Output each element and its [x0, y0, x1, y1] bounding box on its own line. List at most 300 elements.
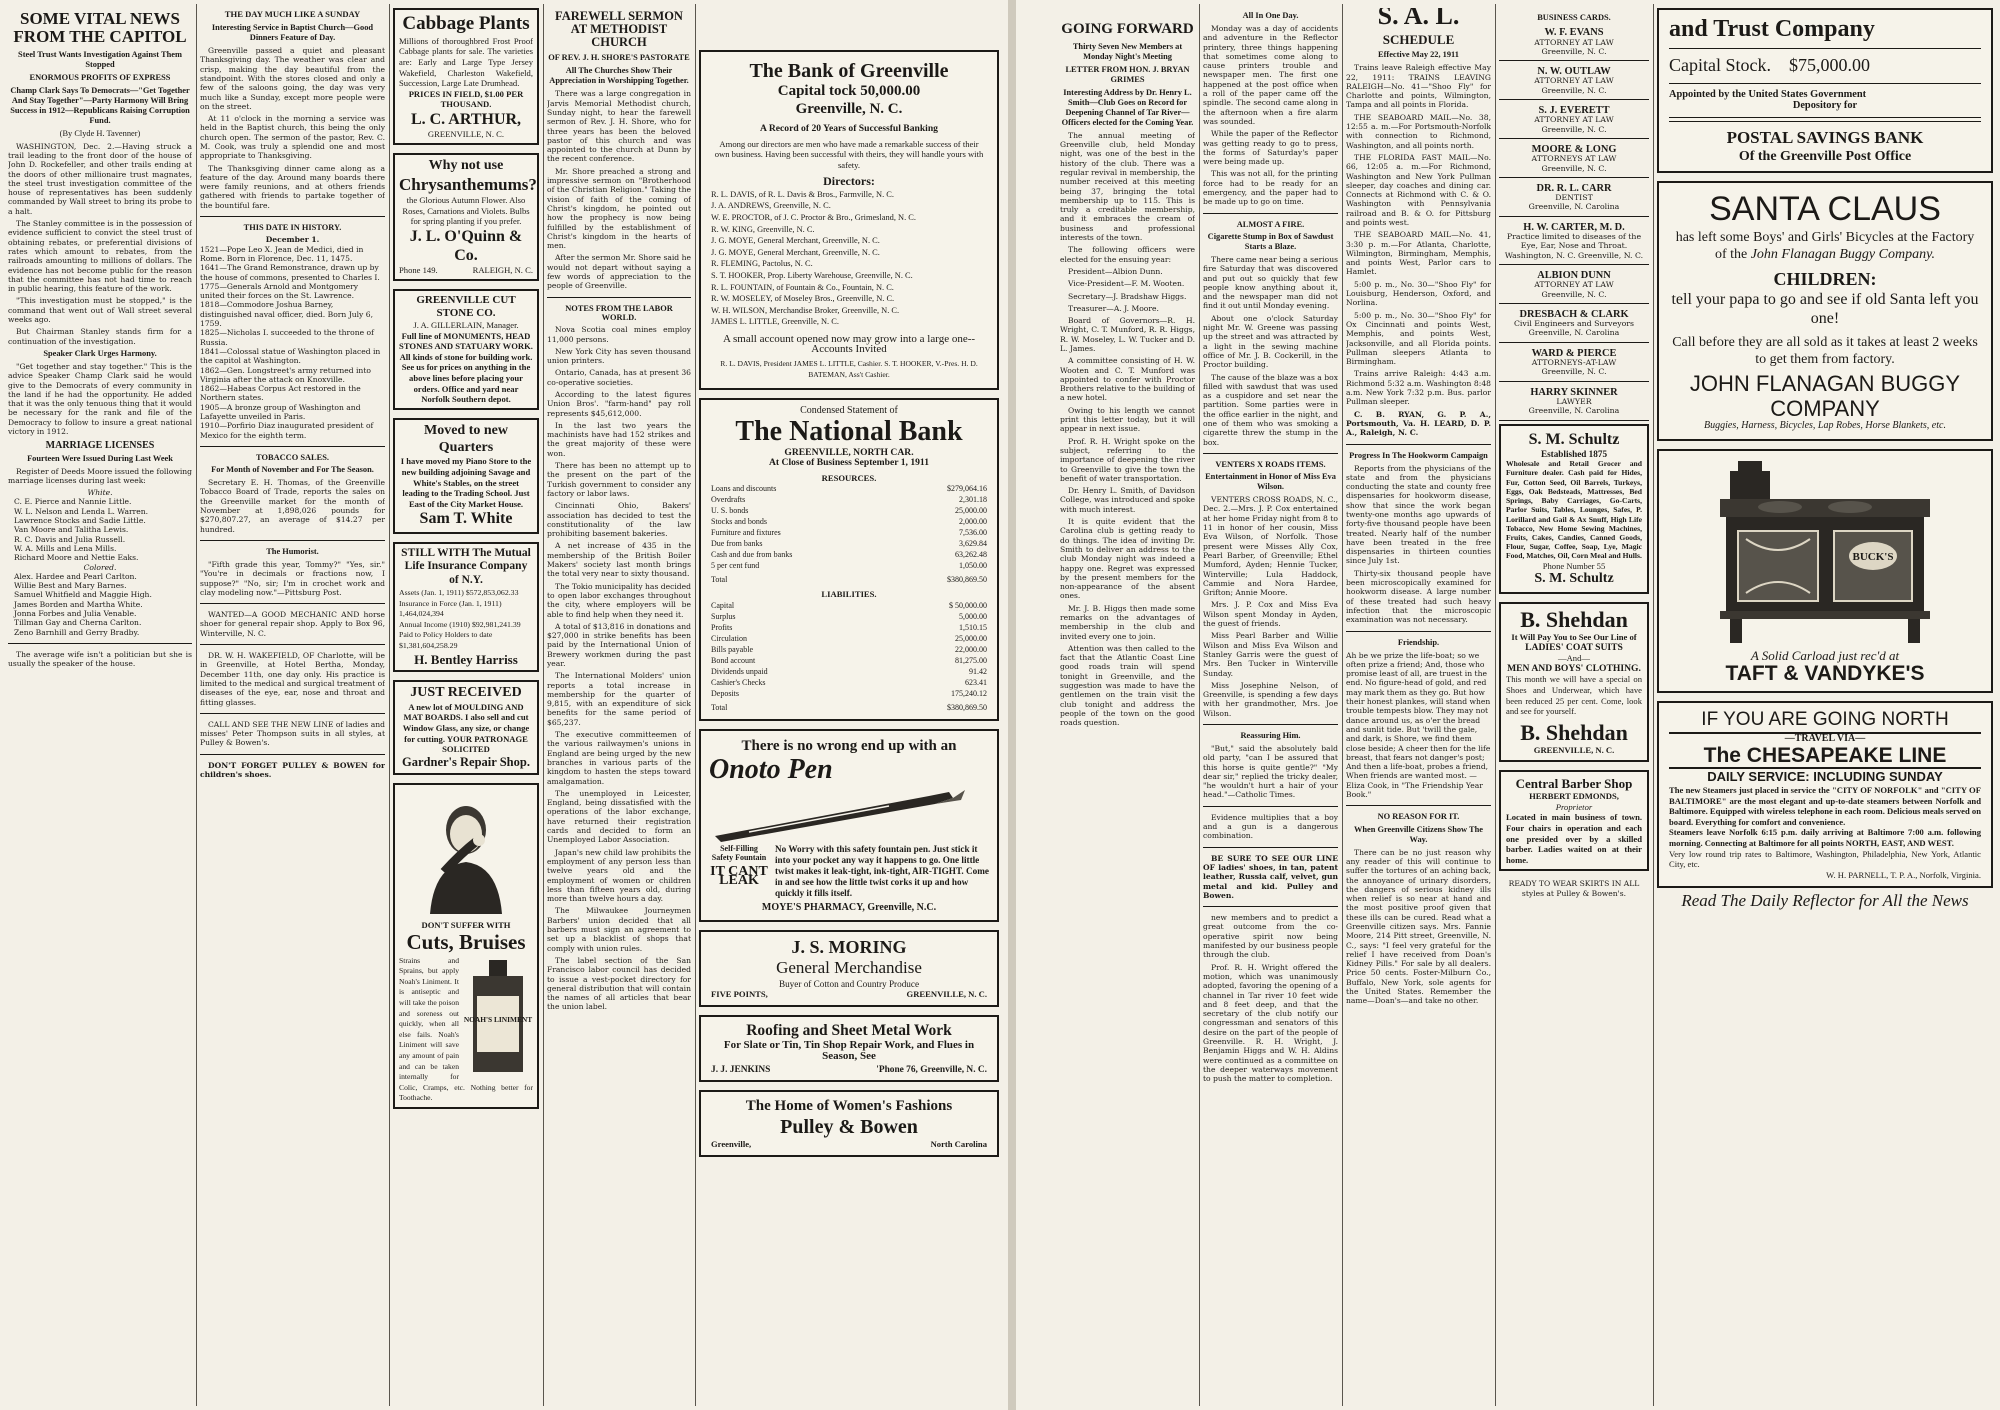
- labor-note: A net increase of 435 in the membership of the British Boiler Makers' society last month brings the total very near to sixty thousand.: [547, 541, 691, 579]
- list-item: Van Moore and Talitha Lewis.: [14, 525, 129, 535]
- row-value: 22,000.00: [955, 645, 987, 655]
- schedule-title: S. A. L.: [1377, 8, 1460, 30]
- ad-phone: Phone 149.: [399, 265, 438, 276]
- row-value: 91.42: [969, 667, 987, 677]
- labor-note: A total of $13,816 in donations and $27,000 in strike benefits has been paid by the International Union of Brewery workmen during the past year.: [547, 621, 691, 668]
- ad-footer: [711, 1065, 987, 1076]
- column-rule: [389, 4, 390, 1406]
- ad-name: Gardner's Repair Shop.: [402, 754, 530, 769]
- card-name: ALBION DUNN: [1537, 269, 1611, 281]
- card-place: Greenville, N. C.: [1541, 163, 1607, 173]
- ad-capital-value: $75,000.00: [1789, 55, 1870, 76]
- stove-brand: BUCK'S: [1852, 551, 1894, 564]
- card-title: ATTORNEY AT LAW: [1534, 280, 1614, 290]
- ad-children-body: tell your papa to go and see if old Santa left you one!: [1671, 291, 1979, 328]
- deck-cigarette: Cigarette Stump in Box of Sawdust Starts a Blaze.: [1207, 231, 1334, 251]
- card-title: ATTORNEYS-AT-LAW: [1531, 358, 1617, 368]
- labor-note: In the last two years the machinists have had 152 strikes and the great majority of these were won.: [547, 420, 691, 458]
- statement-row: [711, 688, 987, 699]
- ad-capital: Capital tock 50,000.00: [777, 83, 921, 99]
- ad-title: GREENVILLE CUT STONE CO.: [416, 293, 516, 319]
- ad-place: GREENVILLE, N. C.: [427, 129, 505, 140]
- deck-express-profits: ENORMOUS PROFITS OF EXPRESS: [29, 72, 171, 82]
- ad-figure: Paid to Policy Holders to date $1,381,604,258.29: [399, 630, 493, 650]
- schedule-entry: 5:00 p. m., No. 30—"Shoo Fly" for Ox Cincinnati and points West, Memphis, and points West, Jacksonville, and all Florida points. Pullman sleepers Atlanta to Birmingham.: [1346, 310, 1491, 367]
- row-value: 63,262.48: [955, 550, 987, 560]
- history-date: December 1.: [265, 235, 320, 245]
- statement-row: [711, 633, 987, 644]
- deck-tobacco: For Month of November and For The Season.: [211, 465, 374, 475]
- director-item: R. L. DAVIS, of R. L. Davis & Bros., Farmville, N. C.: [711, 189, 894, 199]
- divider: [8, 643, 192, 644]
- ad-title: IF YOU ARE GOING NORTH: [1669, 709, 1981, 734]
- card-place: Greenville, N. Carolina: [1528, 202, 1620, 212]
- resources-heading: RESOURCES.: [821, 472, 877, 483]
- ad-signature: S. M. Schultz: [1534, 571, 1614, 587]
- director-item: R. FLEMING, Pactolus, N. C.: [711, 259, 813, 269]
- ad-name: S. M. Schultz: [1528, 430, 1620, 448]
- article-paragraph: The Thanksgiving dinner came along as a feature of the day. Around many boards there were family reunions, and at others friends gathered with friends to partake together of the bountiful fare.: [200, 163, 385, 210]
- column-farewell-sermon: [547, 8, 691, 1404]
- business-card: [1499, 307, 1649, 343]
- ad-name: J. L. O'Quinn & Co.: [409, 227, 523, 264]
- divider: [200, 446, 385, 447]
- ad-postal-sub: Of the Greenville Post Office: [1738, 148, 1912, 164]
- article-paragraph: "This investigation must be stopped," is the command that went out of Wall street several weeks ago.: [8, 296, 192, 325]
- headline-hookworm: Progress In The Hookworm Campaign: [1349, 450, 1488, 460]
- card-title: ATTORNEY AT LAW: [1534, 76, 1614, 86]
- ad-body: Among our directors are men who have made a remarkable success of their own business. Having been successful with theirs, they will handle yours with safety.: [714, 138, 984, 170]
- ad-body: I have moved my Piano Store to the new building adjoining Savage and White's Stables, on the street leading to the Trading School. Just East of the City Market House.: [400, 456, 532, 509]
- ad-barber-shop: [1499, 770, 1649, 872]
- statement-pre: Condensed Statement of: [800, 405, 898, 417]
- row-value: 7,536.00: [959, 528, 987, 538]
- list-colored-licenses: [8, 572, 192, 637]
- article-paragraph: Reports from the physicians of the state and from the physicians conducting the state and county free dispensaries for hookworm disease, show that since the work began twenty-one months ago upwards of forty-five thousand people have been treated. Nearly half of the number have been treated in the free dispensaries in thirteen counties since July 1st.: [1346, 463, 1491, 566]
- labor-note: New York City has seven thousand union printers.: [547, 346, 691, 366]
- labor-note: The Tokio municipality has decided to open labor exchanges throughout the city, where employers will be able to find help when they need it.: [547, 581, 691, 619]
- card-place: Washington, N. C. Greenville, N. C.: [1504, 250, 1644, 260]
- history-item: 1818—Commodore Joshua Barney, distinguished naval officer, died. Born July 6, 1759.: [200, 300, 374, 329]
- ad-place: North Carolina: [930, 1139, 987, 1150]
- column-thanksgiving: [200, 8, 385, 1404]
- deck-champ-clark: Champ Clark Says To Democrats—"Get Together And Stay Together"—Party Harmony Will Bring Success in 1912—Republicans Raising Corruption Fund.: [10, 85, 190, 125]
- labor-note: The executive committeemen of the various railwaymen's unions in England are being urged by the new branches in various parts of the kingdom to hasten the steps toward amalgamation.: [547, 730, 691, 786]
- ad-name: J. S. MORING: [791, 936, 907, 957]
- total-label: Total: [711, 575, 728, 585]
- ad-top-line: There is no wrong end up with an: [741, 738, 957, 755]
- statement-row: [711, 644, 987, 655]
- article-paragraph: Mr. J. B. Higgs then made some remarks on the advantages of membership in the club and invited every one to join.: [1060, 603, 1195, 641]
- ad-title: STILL WITH The Mutual Life Insurance Company of N.Y.: [401, 546, 531, 587]
- liabilities-total-row: [711, 702, 987, 713]
- subhead-clark-harmony: Speaker Clark Urges Harmony.: [43, 348, 157, 358]
- list-item: Richard Moore and Nettie Eaks.: [14, 553, 139, 563]
- labor-note: Cincinnati Ohio, Bakers' association has decided to test the constitutionality of the law prohibiting basement bakeries.: [547, 501, 691, 539]
- director-item: W. H. WILSON, Merchandise Broker, Greenville, N. C.: [711, 305, 900, 315]
- ad-body: Strains and Sprains, but apply Noah's Liniment. It is antiseptic and will take the poison and soreness out quickly, when all else fails. Noah's Liniment will save any amount of pain and can be taken internally for Colic, Cramps, etc. Nothing better for Toothache.: [399, 955, 533, 1103]
- row-label: Cash and due from banks: [711, 550, 793, 560]
- statement-row: [711, 600, 987, 611]
- row-label: Overdrafts: [711, 495, 746, 505]
- column-rule: [1653, 4, 1654, 1406]
- ad-prices: PRICES IN FIELD, $1.00 PER THOUSAND.: [408, 88, 524, 110]
- labor-note: Nova Scotia coal mines employ 11,000 persons.: [547, 325, 691, 344]
- card-name: HARRY SKINNER: [1530, 386, 1618, 398]
- column-bank-ads: [699, 8, 999, 1404]
- ad-title: The National Bank: [735, 415, 963, 447]
- article-paragraph: It is quite evident that the Carolina club is getting ready to do things. The idea of inviting Dr. Smith to deliver an address to the club Monday night was indeed a happy one. Regret was expressed by the present members for the non-appearance of the absent ones.: [1060, 517, 1195, 601]
- statement-row: [711, 494, 987, 505]
- card-name: S. J. EVERETT: [1538, 105, 1610, 117]
- ad-bank-of-greenville: [699, 50, 999, 390]
- schedule-entry: THE SEABOARD MAIL—No. 38, 12:55 a. m.—For Portsmouth-Norfolk with connection to Richmond, Washington, and all points north.: [1346, 112, 1491, 150]
- statement-row: [711, 655, 987, 666]
- ad-manager: J. A. GILLERLAIN, Manager.: [413, 320, 519, 331]
- divider: [1203, 724, 1338, 725]
- article-paragraph: Register of Deeds Moore issued the following marriage licenses during last week:: [8, 466, 192, 485]
- divider: [1669, 48, 1981, 49]
- article-paragraph: Board of Governors—R. H. Wright, C. T. Munford, R. R. Higgs, R. W. Moseley, L. W. Tucker and D. L. James.: [1060, 316, 1195, 353]
- director-item: J. A. ANDREWS, Greenville, N. C.: [711, 201, 831, 211]
- ad-place: RALEIGH, N. C.: [472, 265, 533, 276]
- row-label: Profits: [711, 623, 733, 633]
- ad-brand: Onoto Pen: [709, 754, 833, 786]
- ad-mutual-life: [393, 542, 539, 673]
- officer-line: Vice-President—F. M. Wooten.: [1068, 279, 1185, 289]
- article-paragraph: The following officers were elected for the ensuing year:: [1060, 245, 1195, 264]
- director-item: S. T. HOOKER, Prop. Liberty Warehouse, Greenville, N. C.: [711, 270, 913, 280]
- byline: (By Clyde H. Tavenner): [59, 128, 141, 138]
- ad-name: HERBERT EDMONDS,: [1529, 791, 1619, 802]
- article-paragraph: Prof. R. H. Wright offered the motion, which was unanimously adopted, favoring the opening of a channel in Tar river 10 feet wide and 8 feet deep, and that the secretary of the club notify our congressman and senators of this desire on the part of the people of Greenville. R. H. Wright, J. Benjamin Higgs and W. H. Aldins were continued as a committee on the deeper waterways movement to push the matter to completion.: [1203, 962, 1338, 1084]
- article-paragraph: Dr. Henry L. Smith, of Davidson College, was introduced and spoke with much interest.: [1060, 486, 1195, 514]
- article-paragraph: There can be no just reason why any reader of this will continue to suffer the tortures of an aching back, the annoyance of urinary disorders, the dangers of serious kidney ills when relief is so near at hand and the most positive proof given that these ills can be cured. Read what a Greenville citizen says. Mrs. Fannie Moore, 214 Pitt street, Greenville, N. C., says: "I feel very grateful for the relief I have received from Doan's Kidney Pills." For sale by all dealers. Price 50 cents. Foster-Milburn Co., Buffalo, New York, sole agents for the United States. Remember the name—Doan's—and take no other.: [1346, 847, 1491, 1006]
- business-card: [1499, 103, 1649, 139]
- article-paragraph: Thirty-six thousand people have been microscopically examined for hookworm disease. A large number of these treated had such heavy infection that the microscopic examination was not necessary.: [1346, 568, 1491, 625]
- fountain-pen-illustration: [709, 786, 969, 842]
- card-name: H. W. CARTER, M. D.: [1523, 221, 1625, 233]
- ad-name: Sam T. White: [419, 510, 513, 528]
- row-value: $ 50,000.00: [949, 601, 987, 611]
- schedule-effective: Effective May 22, 1911: [1378, 50, 1459, 60]
- ad-body: [1669, 229, 1981, 263]
- officer-line: Treasurer—A. J. Moore.: [1068, 303, 1159, 313]
- total-value: $380,869.50: [947, 703, 987, 713]
- divider: [1669, 117, 1981, 122]
- ad-officers: R. L. DAVIS, President JAMES L. LITTLE, Cashier. S. T. HOOKER, V.-Pres. H. D. BATEMAN, Ass't Cashier.: [720, 359, 978, 379]
- article-paragraph: Prof. R. H. Wright spoke on the subject, referring to the importance of deepening the river to Greenville to give the town the benefit of water transportation.: [1060, 436, 1195, 483]
- ad-store: TAFT & VANDYKE'S: [1725, 661, 1925, 685]
- column-rule: [1199, 4, 1200, 1406]
- ad-line: It Will Pay You to See Our Line of: [1511, 632, 1637, 643]
- ad-phone: Phone Number 55: [1542, 560, 1606, 571]
- ad-title: Chrysanthemums?: [399, 174, 537, 194]
- deck-grimes-letter: LETTER FROM HON. J. BRYAN GRIMES: [1065, 64, 1190, 84]
- ad-body: Full line of MONUMENTS, HEAD STONES AND STATUARY WORK. All kinds of stone for building work. See us for prices on anything in the above lines before placing your orders. Office and yard near Norfolk Southern depot.: [399, 330, 533, 405]
- label-white: White.: [87, 488, 113, 498]
- list-item: Jonna Forbes and Julia Venable.: [14, 609, 137, 619]
- row-value: 1,050.00: [959, 561, 987, 571]
- ad-line-name: The CHESAPEAKE LINE: [1703, 744, 1947, 768]
- ad-shop: MOYE'S PHARMACY, Greenville, N.C.: [761, 902, 937, 914]
- divider: [1203, 806, 1338, 807]
- headline-going-forward: GOING FORWARD: [1061, 21, 1194, 37]
- row-label: Dividends unpaid: [711, 667, 768, 677]
- ad-noahs-liniment: [393, 783, 539, 1109]
- liabilities-heading: LIABILITIES.: [821, 589, 877, 600]
- article-paragraph: Owing to his length we cannot print this letter today, but it will appear in next issue.: [1060, 405, 1195, 434]
- ad-place: GREENVILLE, N. C.: [1533, 745, 1615, 756]
- ad-capital-label: Capital Stock.: [1669, 55, 1771, 76]
- ad-place: GREENVILLE, NORTH CAR.: [784, 446, 914, 458]
- ad-title: Cabbage Plants: [402, 13, 530, 34]
- statement-row: [711, 483, 987, 494]
- officer-line: President—Albion Dunn.: [1068, 266, 1163, 276]
- total-label: Total: [711, 703, 728, 713]
- business-card: [1499, 268, 1649, 304]
- labor-note: There has been no attempt up to the present on the part of the Turkish government to consider any factory or labor laws.: [547, 461, 691, 498]
- row-label: Deposits: [711, 689, 739, 699]
- divider: [1203, 847, 1338, 848]
- divider: [1203, 213, 1338, 214]
- headline-friendship: Friendship.: [1397, 637, 1440, 647]
- ad-factory: John Flanagan Buggy Company.: [1750, 246, 1936, 262]
- schedule-entry: THE FLORIDA FAST MAIL—No. 66, 12:05 a. m.—For Richmond, Washington and New York Pullman sleeper, day coaches and dining car. Connects at Richmond with C. & O. Washington with Pennsylvania railroad and B. & O. for Pittsburg and points west.: [1346, 152, 1491, 227]
- card-place: Greenville, N. C.: [1541, 124, 1607, 134]
- ad-cut-stone: [393, 289, 539, 410]
- ad-title: and Trust Company: [1669, 16, 1875, 42]
- classified-ad: BE SURE TO SEE OUR LINE OF ladies' shoes, in tan, patent leather, Russia calf, velvet, gun metal and kid. Pulley and Bowen.: [1203, 853, 1338, 900]
- liniment-bottle-illustration: [463, 956, 533, 1076]
- ad-body: Millions of thoroughbred Frost Proof Cabbage plants for sale. The varieties are: Early and Large Type Jersey Wakefield, Charleston Wakefield, Succession, Large Late Drumhead.: [399, 35, 533, 89]
- card-place: Greenville, N. Carolina: [1528, 328, 1620, 338]
- ad-footer: [711, 989, 987, 1000]
- filler-paragraph: The average wife isn't a politician but she is usually the speaker of the house.: [8, 649, 192, 669]
- ad-call: Call before they are all sold as it takes at least 2 weeks to get them from factory.: [1672, 335, 1978, 368]
- card-place: Greenville, N. C.: [1541, 289, 1607, 299]
- card-place: Greenville, N. C.: [1541, 85, 1607, 95]
- row-label: Circulation: [711, 634, 747, 644]
- ad-title: The Home of Women's Fashions: [745, 1098, 953, 1115]
- business-card: [1499, 346, 1649, 382]
- business-card: [1499, 220, 1649, 265]
- article-paragraph: At 11 o'clock in the morning a service was held in the Baptist church, this being the only church open. The sermon of the pastor, Rev. C. M. Cook, was truly a splendid one and most appropriate to Thanksgiving.: [200, 114, 385, 161]
- ad-body: Wholesale and Retail Grocer and Furniture dealer. Cash paid for Hides, Fur, Cotton Seed, Oil Barrels, Turkeys, Eggs, Oak Bedsteads, Mattresses, Bed Springs, Baby Carriages, Go-Carts, Parlor Suits, Tables, Lounges, Safes, P. Lorillard and Gail & Ax Snuff, High Life Tobacco, New Home Sewing Machines, Fruits, Cakes, Candies, Canned Goods, Flour, Sugar, Coffee, Soap, Lye, Magic Food, Matches, Oil, Corn Meal and Hulls.: [1506, 459, 1642, 561]
- article-paragraph: Mrs. J. P. Cox and Miss Eva Wilson spent Monday in Ayden, the guest of friends.: [1203, 600, 1338, 629]
- divider: [200, 540, 385, 541]
- row-value: 1,510.15: [959, 623, 987, 633]
- article-paragraph: A committee consisting of H. W. Wooten and C. T. Munford was appointed to confer with Proctor Brothers relative to the building of a new hotel.: [1060, 356, 1195, 403]
- article-paragraph: About one o'clock Saturday night Mr. W. Greene was passing up the street and was attracted by a light in the sewing machine office of Mr. J. B. Cockerill, in the Proctor building.: [1203, 313, 1338, 370]
- column-rule: [1495, 4, 1496, 1406]
- ad-chrysanthemums: [393, 153, 539, 281]
- ad-title: Moved to new Quarters: [424, 422, 508, 455]
- card-title: Practice limited to diseases of the Eye, Ear, Nose and Throat.: [1506, 232, 1642, 251]
- director-item: R. L. FOUNTAIN, of Fountain & Co., Fountain, N. C.: [711, 282, 894, 292]
- article-paragraph: WASHINGTON, Dec. 2.—Having struck a trail leading to the front door of the house of John D. Rockefeller, and other trails ending at the doors of other millionaire trust magnates, the steel trust investigation committee of the house of representatives has been suddenly commanded by Wall street to bring its probe to a halt.: [8, 141, 192, 216]
- ad-pen-row: [709, 844, 989, 899]
- card-title: Civil Engineers and Surveyors: [1513, 319, 1635, 329]
- card-name: W. F. EVANS: [1544, 27, 1604, 39]
- article-paragraph: Miss Pearl Barber and Willie Wilson and Miss Eva Wilson and Stanley Garris were the guest of Mrs. Ben Tucker in Winterville Sunday.: [1203, 631, 1338, 678]
- ad-daily: DAILY SERVICE: INCLUDING SUNDAY: [1669, 767, 1981, 785]
- business-card: [1499, 142, 1649, 178]
- divider: [1669, 83, 1981, 84]
- ad-repair-shop: [393, 680, 539, 775]
- ad-and: —And—: [1558, 653, 1590, 664]
- ad-trust-company: [1657, 8, 1993, 173]
- list-item: C. E. Pierce and Nannie Little.: [14, 497, 132, 507]
- ad-type: General Merchandise: [776, 958, 922, 978]
- ad-figure: Assets (Jan. 1, 1911) $572,853,062.33: [399, 587, 519, 597]
- schedule-agents: C. B. RYAN, G. P. A., Portsmouth, Va. H. LEARD, D. P. A., Raleigh, N. C.: [1346, 409, 1491, 438]
- ad-name: J. J. JENKINS: [711, 1064, 771, 1075]
- business-card: [1499, 385, 1649, 421]
- card-name: WARD & PIERCE: [1531, 347, 1617, 359]
- divider: [1346, 805, 1491, 806]
- director-item: JAMES L. LITTLE, Greenville, N. C.: [711, 317, 839, 327]
- classified-ad: DON'T FORGET PULLEY & BOWEN for children's shoes.: [200, 760, 385, 780]
- footer-tagline: Read The Daily Reflector for All the News: [1681, 891, 1969, 911]
- history-item: 1641—The Grand Remonstrance, drawn up by the house of commons, presented to Charles I.: [200, 263, 380, 282]
- column-vital-news: [8, 8, 192, 1404]
- ad-piano-store: [393, 418, 539, 534]
- statement-row: [711, 560, 987, 571]
- article-paragraph: The cause of the blaze was a box filled with sawdust that was used as a cuspidore and set near the partition. Some parties were in the office earlier in the night, and one of them who was smoking a cigarette threw the stump in the box.: [1203, 372, 1338, 447]
- classified-ad: DR. W. H. WAKEFIELD, OF Charlotte, will be in Greenville, at Hotel Bertha, Monday, December 11th, one day only. His practice is limited to the medical and surgical treatment of diseases of the eye, ear, nose and throat and fitting glasses.: [200, 651, 385, 707]
- page-gutter: [1008, 0, 1016, 1410]
- list-white-licenses: [8, 497, 192, 562]
- card-place: Greenville, N. C.: [1541, 367, 1607, 377]
- ad-date: At Close of Business September 1, 1911: [769, 457, 929, 469]
- deck-new-members: Thirty Seven New Members at Monday Night's Meeting: [1072, 41, 1183, 61]
- column-rule: [543, 4, 544, 1406]
- classified-ad: WANTED—A GOOD MECHANIC AND horse shoer for general repair shop. Apply to Box 96, Winterville, N. C.: [200, 610, 385, 638]
- ad-body: No Worry with this safety fountain pen. Just stick it into your pocket any way it happens to go. One little twist makes it leak-tight, ink-tight, AIR-TIGHT. Come in and see how the little twist corks it up and how quickly it fills itself.: [775, 844, 989, 899]
- ad-title: The Bank of Greenville: [749, 60, 949, 82]
- deck-marriage: Fourteen Were Issued During Last Week: [27, 453, 173, 463]
- article-paragraph: Secretary E. H. Thomas, of the Greenville Tobacco Board of Trade, reports the sales on the Greenville market for the month of November at 1,898,026 pounds for $270,807.27, an average of $14.27 per hundred.: [200, 478, 385, 534]
- ad-record: A Record of 20 Years of Successful Banking: [760, 123, 938, 134]
- article-paragraph: "But," said the absolutely bald old party, "can I be assured that this horse is quite gentle?" "My dear sir," replied the tricky dealer, "he wouldn't hurt a hair of your head."—Catholic Times.: [1203, 744, 1338, 800]
- article-paragraph: There came near being a serious fire Saturday that was discovered and put out so quickly that few people know anything about it, and the newspaper man did not find it out until Monday evening.: [1203, 254, 1338, 311]
- deck-address: Interesting Address by Dr. Henry L. Smith—Club Goes on Record for Deepening Channel of Tar River—Officers elected for the Coming Year.: [1061, 87, 1194, 127]
- headline-vital-news: SOME VITAL NEWS FROM THE CAPITOL: [13, 9, 187, 46]
- ad-sub: Buyer of Cotton and Country Produce: [778, 978, 920, 989]
- article-paragraph: Monday was a day of accidents and adventure in the Reflector printery, three things happening that sometimes come along to cause printers trouble and newspaper men. The first one happened at the post office when a roll of the paper came off the spindle. The second came along in the afternoon when a fire alarm was sounded.: [1203, 24, 1338, 126]
- ad-self-filling: [709, 844, 769, 899]
- row-value: 81,275.00: [955, 656, 987, 666]
- row-label: 5 per cent fund: [711, 561, 760, 571]
- row-value: 2,000.00: [959, 517, 987, 527]
- ad-moring: [699, 930, 999, 1007]
- headline-tobacco: TOBACCO SALES.: [256, 452, 329, 462]
- headline-marriage-licenses: MARRIAGE LICENSES: [45, 440, 155, 452]
- row-value: 25,000.00: [955, 506, 987, 516]
- business-cards-heading: BUSINESS CARDS.: [1537, 13, 1611, 22]
- card-title: LAWYER: [1556, 396, 1592, 406]
- ad-established: Established 1875: [1540, 448, 1608, 459]
- ad-title: Cuts, Bruises: [406, 930, 526, 955]
- row-label: Bond account: [711, 656, 756, 666]
- history-item: 1862—Gen. Longstreet's army returned into Virginia after the attack on Knoxville.: [200, 365, 371, 384]
- statement-row: [711, 622, 987, 633]
- labor-note: The International Molders' union reports a total increase in membership for the quarter of 9,815, with an expenditure of sick benefits for the same period of $65,237.: [547, 671, 691, 727]
- directors-list: [711, 189, 987, 328]
- ad-body: Located in main business of town. Four chairs in operation and each one presided over by a skilled barber. Ladies waited on at their home.: [1506, 812, 1642, 865]
- article-paragraph: new members and to predict a great outcome from the co-operative spirit now being manifested by our business people through the club.: [1203, 913, 1338, 960]
- headline-farewell: FAREWELL SERMON AT METHODIST CHURCH: [555, 9, 683, 50]
- director-item: R. W. KING, Greenville, N. C.: [711, 224, 815, 234]
- ad-name: Pulley & Bowen: [780, 1116, 918, 1139]
- row-label: Bills payable: [711, 645, 753, 655]
- officer-line: Secretary—J. Bradshaw Higgs.: [1068, 291, 1187, 301]
- headline-no-reason: NO REASON FOR IT.: [1377, 812, 1460, 822]
- card-title: ATTORNEYS AT LAW: [1531, 154, 1617, 164]
- ad-times: Steamers leave Norfolk 6:15 p.m. daily arriving at Baltimore 7:00 a.m. following morning. Connecting at Baltimore for all points NORTH, EAST, AND WEST.: [1669, 827, 1981, 849]
- ad-name: L. C. ARTHUR,: [410, 110, 522, 128]
- column-rule: [196, 4, 197, 1406]
- card-title: ATTORNEY AT LAW: [1534, 115, 1614, 125]
- ad-santa-claus: [1657, 181, 1993, 441]
- column-business-cards: [1499, 8, 1649, 1404]
- row-value: 2,301.18: [959, 495, 987, 505]
- ad-place: Greenville, N. C.: [795, 101, 903, 117]
- article-paragraph: While the paper of the Reflector was getting ready to go to press, the forms of Saturday's paper were being made up.: [1203, 129, 1338, 167]
- column-ads-left: [393, 8, 539, 1404]
- ad-cabbage-plants: [393, 8, 539, 145]
- article-paragraph: "Get together and stay together." This is the advice Speaker Champ Clark said he would give to the Democrats of every community in the land if he had the opportunity. He added that it was the only tenuous thing that it would be necessary for the rank and file of the Democracy to follow to insure a great national victory in 1912.: [8, 361, 192, 436]
- ad-roofing: [699, 1015, 999, 1082]
- article-paragraph: Mr. Shore preached a strong and impressive sermon on "Brotherhood of the Christian Religion." Taking the vision of faith of the coming of Christ's kingdom, he pointed out how the prophecy is now being fulfilled by the establishment of Christ's kingdom in the hearts of men.: [547, 166, 691, 251]
- row-label: Loans and discounts: [711, 484, 777, 494]
- resources-total-row: [711, 574, 987, 585]
- ad-body: The new Steamers just placed in service the "CITY OF NORFOLK" and "CITY OF BALTIMORE" are the most elegant and up-to-date steamers between Norfolk and Baltimore. Equipped with wireless telephone in each room. Delicious meals served on board. Everything for comfort and convenience.: [1669, 785, 1981, 827]
- total-value: $380,869.50: [947, 575, 987, 585]
- card-title: DENTIST: [1555, 193, 1593, 203]
- ad-footer: [399, 265, 533, 276]
- article-paragraph: Greenville passed a quiet and pleasant Thanksgiving day. The weather was clear and crisp, making the day beautiful from the standpoint. With the stores closed and only a few of the saloons going, the day was very much like a Sunday, except more people were on the street.: [200, 46, 385, 111]
- ad-depository: Depository for: [1792, 99, 1858, 111]
- ad-place: FIVE POINTS,: [711, 989, 768, 1000]
- ad-fares: Very low round trip rates to Baltimore, Washington, Philadelphia, New York, Atlantic City, etc.: [1669, 848, 1981, 870]
- row-value: 3,629.84: [959, 539, 987, 549]
- statement-row: [711, 549, 987, 560]
- row-value: 623.41: [965, 678, 987, 688]
- row-value: 5,000.00: [959, 612, 987, 622]
- ad-self-filling-label: Self-Filling Safety Fountain: [711, 844, 767, 863]
- cook-stove-illustration: [1710, 461, 1940, 647]
- row-label: U. S. bonds: [711, 506, 749, 516]
- history-item: 1841—Colossal statue of Washington placed in the capitol at Washington.: [200, 346, 381, 366]
- ad-sub: For Slate or Tin, Tin Shop Repair Work, and Flues in Season, See: [723, 1039, 975, 1063]
- statement-row: [711, 677, 987, 688]
- list-item: R. C. Davis and Julia Russell.: [14, 534, 126, 544]
- list-item: Alex. Hardee and Pearl Carlton.: [14, 571, 137, 581]
- divider: [1203, 906, 1338, 907]
- ad-item: LADIES' COAT SUITS: [1525, 641, 1623, 653]
- article-paragraph: Attention was then called to the fact that the Atlantic Coast Line good roads train will spend tonight in Greenville, and the suggestion was made to have the gentlemen on the train visit the club tonight and address the people of the town on the good roads question.: [1060, 643, 1195, 728]
- ad-capital-row: [1669, 55, 1981, 77]
- divider: [200, 644, 385, 645]
- deck-pastorate: OF REV. J. H. SHORE'S PASTORATE: [548, 53, 690, 63]
- labor-note: The unemployed in Leicester, England, being dissatisfied with the operations of the labor exchange, have returned their registration cards and decided to form an Unemployed Labor Association.: [547, 788, 691, 845]
- card-name: DRESBACH & CLARK: [1519, 308, 1629, 320]
- right-page: [1016, 0, 2000, 1410]
- liabilities-table: [711, 600, 987, 699]
- list-item: Willie Best and Mary Barnes.: [14, 581, 127, 591]
